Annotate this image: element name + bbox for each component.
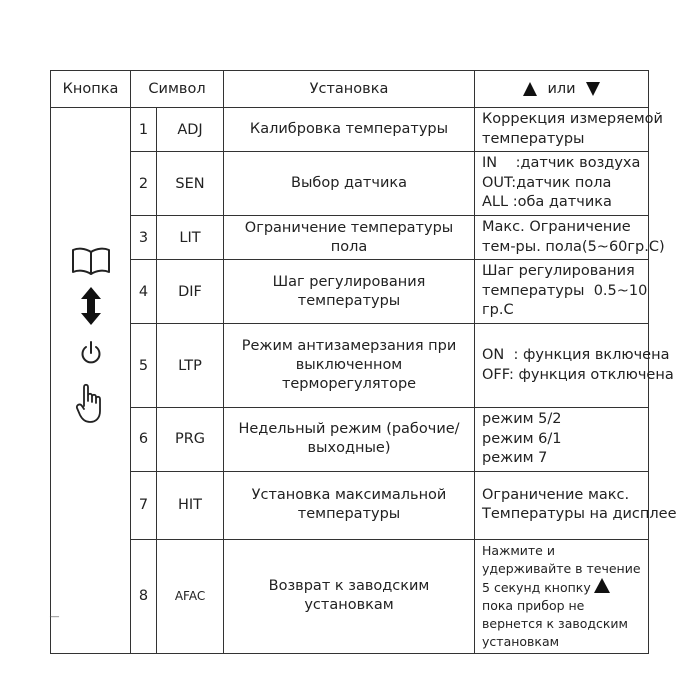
header-arrows [475, 71, 649, 108]
header-or: или [547, 81, 576, 97]
row-number: 5 [131, 324, 157, 408]
row-symbol: LTP [157, 324, 224, 408]
row-setting: Недельный режим (рабочие/выходные) [224, 408, 475, 472]
up-arrow-icon [523, 82, 537, 96]
down-arrow-icon [586, 82, 600, 96]
row-range [475, 539, 649, 653]
hand-pointer-icon [74, 382, 108, 424]
table-row [51, 539, 649, 653]
row-symbol: LIT [157, 216, 224, 260]
power-icon [79, 340, 103, 366]
row-range: Макс. Ограничение тем-ры. пола(5~60гр.С) [475, 216, 649, 260]
row-range: IN :датчик воздуха OUT:датчик пола ALL :оба датчика [475, 152, 649, 216]
book-icon [71, 246, 111, 276]
row-number: 1 [131, 108, 157, 152]
settings-table-container [50, 70, 677, 654]
table-row [51, 152, 649, 216]
row-symbol: SEN [157, 152, 224, 216]
row-setting: Калибровка температуры [224, 108, 475, 152]
header-setting: Установка [224, 71, 475, 108]
header-button: Кнопка [51, 71, 131, 108]
row-range-after: пока прибор не вернется к заводским установкам [482, 597, 628, 649]
row-setting: Выбор датчика [224, 152, 475, 216]
row-range: Ограничение макс. Температуры на дисплее [475, 471, 649, 539]
table-row [51, 260, 649, 324]
row-number: 6 [131, 408, 157, 472]
row-range: ON : функция включена OFF: функция отключена [475, 324, 649, 408]
row-symbol: HIT [157, 471, 224, 539]
table-header-row [51, 71, 649, 108]
up-arrow-icon [594, 578, 610, 593]
row-range: Шаг регулирования температуры 0.5~10 гр.С [475, 260, 649, 324]
table-row [51, 324, 649, 408]
row-symbol: DIF [157, 260, 224, 324]
row-number: 7 [131, 471, 157, 539]
row-setting: Ограничение температуры пола [224, 216, 475, 260]
page-mark: ‾‾ [50, 616, 59, 626]
row-symbol: PRG [157, 408, 224, 472]
button-icons-cell [51, 108, 131, 654]
row-number: 2 [131, 152, 157, 216]
row-range: режим 5/2 режим 6/1 режим 7 [475, 408, 649, 472]
row-setting: Шаг регулирования температуры [224, 260, 475, 324]
row-number: 3 [131, 216, 157, 260]
settings-table [50, 70, 677, 654]
row-setting: Установка максимальной температуры [224, 471, 475, 539]
row-number: 8 [131, 539, 157, 653]
table-row [51, 108, 649, 152]
row-symbol: AFAC [157, 539, 224, 653]
row-symbol: ADJ [157, 108, 224, 152]
up-down-arrow-icon [79, 286, 103, 326]
table-row [51, 471, 649, 539]
table-row [51, 216, 649, 260]
row-setting: Возврат к заводским установкам [224, 539, 475, 653]
row-setting: Режим антизамерзания при выключенном терморегуляторе [224, 324, 475, 408]
row-number: 4 [131, 260, 157, 324]
row-range-before: Нажмите и удерживайте в течение 5 секунд кнопку [482, 542, 641, 595]
table-row [51, 408, 649, 472]
row-range: Коррекция измеряемой температуры [475, 108, 649, 152]
header-symbol: Символ [131, 71, 224, 108]
